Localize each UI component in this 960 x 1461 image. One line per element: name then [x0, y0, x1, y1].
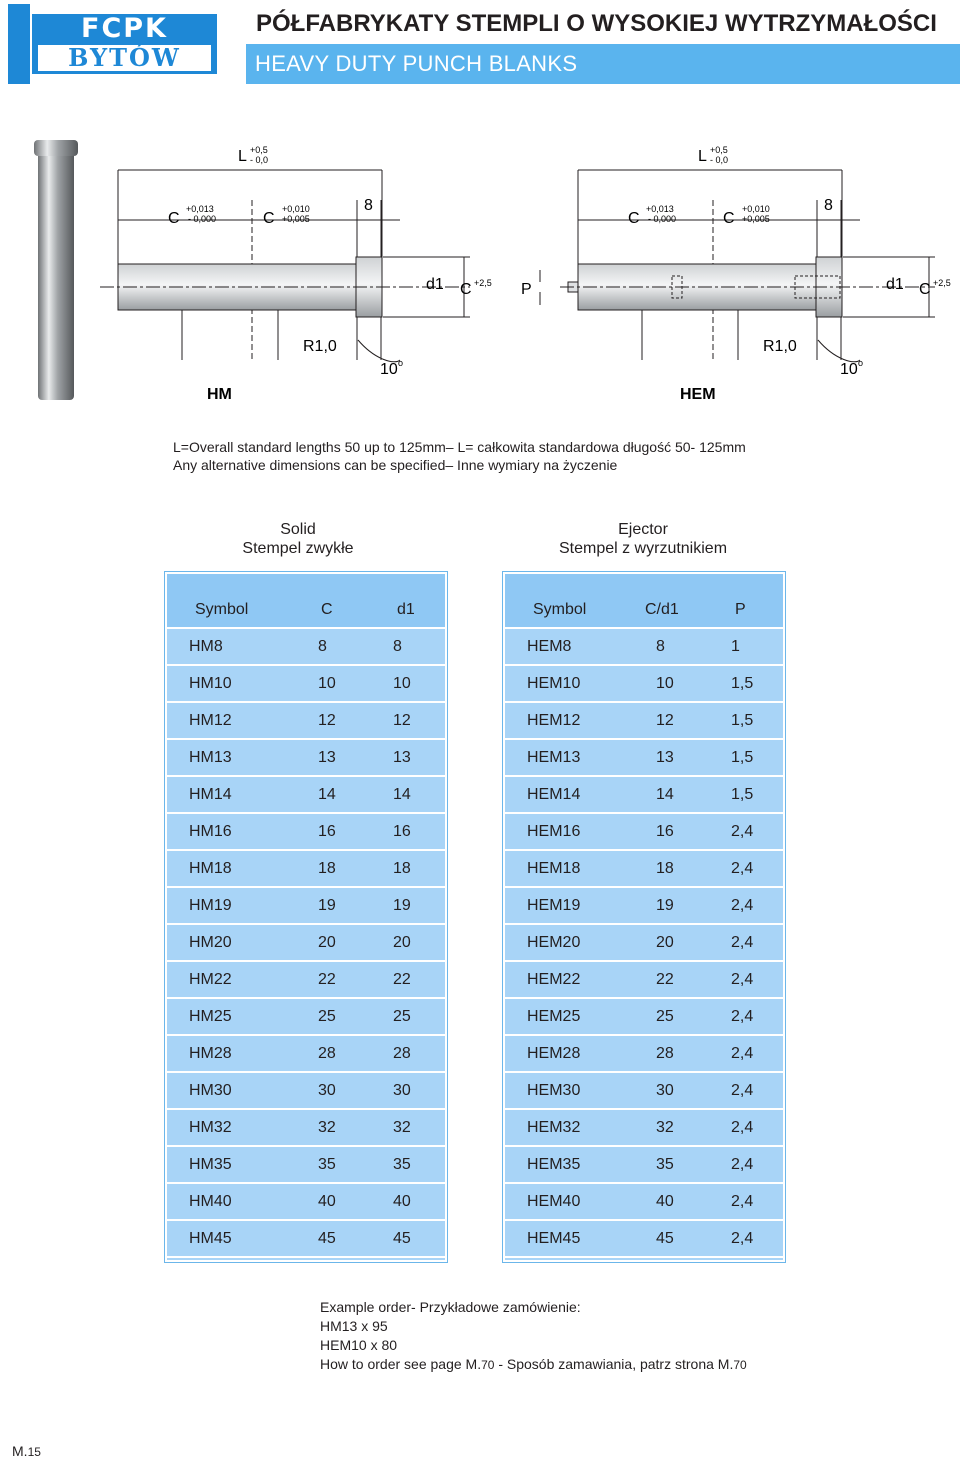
page-title-pl: PÓŁFABRYKATY STEMPLI O WYSOKIEJ WYTRZYMAŁOŚCI	[246, 4, 960, 44]
example-order-2: HEM10 x 80	[320, 1337, 398, 1353]
solid-table-cell: 13	[318, 749, 336, 766]
hm-length-tol-dn: - 0,0	[250, 155, 269, 165]
hem-radius-label: R1,0	[763, 338, 797, 355]
solid-table-cell: 10	[393, 675, 411, 692]
hem-angle-label: 10	[840, 361, 858, 378]
solid-table-cell: 35	[393, 1156, 411, 1173]
hm-radius-label: R1,0	[303, 338, 337, 355]
ejector-table-cell: 1,5	[731, 786, 754, 803]
ejector-table-cell: HEM30	[527, 1082, 581, 1099]
hem-length-tol-dn: - 0,0	[710, 155, 729, 165]
hm-head-label: 8	[364, 197, 373, 214]
solid-column-header: d1	[397, 601, 415, 618]
solid-table-cell: 16	[318, 823, 336, 840]
solid-table-row	[167, 740, 445, 777]
ejector-table-row	[505, 1110, 783, 1147]
solid-table-cell: HM30	[189, 1082, 232, 1099]
ejector-table-cell: HEM19	[527, 897, 581, 914]
ejector-table-cell: HEM16	[527, 823, 581, 840]
solid-table-cell: 13	[393, 749, 411, 766]
ejector-table-row	[505, 814, 783, 851]
ejector-table-cell: 2,4	[731, 1230, 754, 1247]
solid-column-header: Symbol	[195, 601, 249, 618]
ejector-table-cell: 32	[656, 1119, 674, 1136]
ejector-table-cell: 19	[656, 897, 674, 914]
ejector-table-cell: 14	[656, 786, 674, 803]
hem-angle-deg: o	[858, 358, 864, 368]
ejector-table-header	[505, 574, 783, 629]
how-to-order-page-b: 70	[733, 1358, 747, 1372]
ejector-table-cell: 1	[731, 638, 740, 655]
solid-table-cell: 12	[393, 712, 411, 729]
solid-table-cell: 30	[318, 1082, 336, 1099]
solid-table-cell: 18	[318, 860, 336, 877]
solid-table-row	[167, 999, 445, 1036]
ejector-table-row	[505, 703, 783, 740]
ejector-column-header: C/d1	[645, 601, 679, 618]
hm-c1-tol-dn: - 0,000	[188, 214, 217, 224]
ejector-table-cell: 1,5	[731, 712, 754, 729]
hem-drawing	[540, 170, 935, 362]
solid-column-header: C	[321, 601, 333, 618]
ejector-table-cell: 2,4	[731, 1119, 754, 1136]
ejector-table-row	[505, 1221, 783, 1258]
ejector-table-cell: 28	[656, 1045, 674, 1062]
ejector-table-row	[505, 925, 783, 962]
ejector-table-row	[505, 851, 783, 888]
solid-table-cell: 32	[318, 1119, 336, 1136]
ejector-table-cell: 16	[656, 823, 674, 840]
hem-c3-label: C	[919, 281, 931, 298]
solid-table-cell: 10	[318, 675, 336, 692]
hm-d1-label: d1	[426, 276, 444, 293]
solid-table-row	[167, 1036, 445, 1073]
note-line-2: Any alternative dimensions can be specified– Inne wymiary na życzenie	[173, 457, 618, 473]
hem-c3-tol: +2,5	[933, 278, 951, 288]
solid-table-cell: HM20	[189, 934, 232, 951]
logo-text-top: FCPK	[81, 13, 168, 44]
how-to-order-text-a: How to order see page M.	[320, 1356, 482, 1372]
solid-table-row	[167, 666, 445, 703]
hem-p-label: P	[521, 281, 532, 298]
solid-table-cell: 8	[318, 638, 327, 655]
ejector-table-cell: 2,4	[731, 1045, 754, 1062]
hem-c1-tol-up: +0,013	[646, 204, 674, 214]
example-how-to-order	[320, 1355, 747, 1375]
hem-head-label: 8	[824, 197, 833, 214]
solid-table-cell: HM45	[189, 1230, 232, 1247]
solid-table-cell: HM8	[189, 638, 223, 655]
solid-table-cell: 45	[318, 1230, 336, 1247]
solid-table-cell: 35	[318, 1156, 336, 1173]
hm-type-label: HM	[207, 386, 232, 403]
solid-table-row	[167, 1221, 445, 1258]
ejector-table-row	[505, 740, 783, 777]
solid-caption-en: Solid	[280, 521, 316, 538]
solid-caption	[198, 520, 398, 558]
ejector-table-cell: 40	[656, 1193, 674, 1210]
example-block	[320, 1298, 747, 1375]
ejector-table-cell: 2,4	[731, 1008, 754, 1025]
ejector-table-cell: 18	[656, 860, 674, 877]
solid-table-cell: 19	[393, 897, 411, 914]
solid-table-cell: 25	[393, 1008, 411, 1025]
solid-table	[165, 572, 447, 1262]
solid-table-cell: HM16	[189, 823, 232, 840]
hem-d1-label: d1	[886, 276, 904, 293]
page-number	[12, 1443, 41, 1459]
technical-drawing	[0, 130, 960, 420]
ejector-table-cell: 2,4	[731, 934, 754, 951]
ejector-table-cell: 1,5	[731, 675, 754, 692]
ejector-table-cell: 30	[656, 1082, 674, 1099]
solid-table-row	[167, 629, 445, 666]
ejector-table-cell: HEM10	[527, 675, 581, 692]
ejector-table-cell: 35	[656, 1156, 674, 1173]
ejector-table-cell: HEM12	[527, 712, 581, 729]
solid-table-cell: HM14	[189, 786, 232, 803]
ejector-table-cell: HEM8	[527, 638, 572, 655]
ejector-table-cell: 10	[656, 675, 674, 692]
solid-table-cell: HM22	[189, 971, 232, 988]
ejector-table-row	[505, 1184, 783, 1221]
ejector-table-cell: HEM14	[527, 786, 581, 803]
solid-table-cell: 20	[393, 934, 411, 951]
ejector-table-row	[505, 962, 783, 999]
solid-table-cell: HM12	[189, 712, 232, 729]
hm-c3-tol: +2,5	[474, 278, 492, 288]
solid-table-cell: HM10	[189, 675, 232, 692]
solid-table-cell: 12	[318, 712, 336, 729]
ejector-table-cell: 22	[656, 971, 674, 988]
ejector-table-row	[505, 777, 783, 814]
ejector-table-row	[505, 888, 783, 925]
ejector-table-cell: HEM25	[527, 1008, 581, 1025]
hem-c2-tol-dn: +0,005	[742, 214, 770, 224]
ejector-table-cell: 25	[656, 1008, 674, 1025]
solid-table-cell: 22	[393, 971, 411, 988]
solid-table-row	[167, 1147, 445, 1184]
hem-c1-label: C	[628, 210, 640, 227]
how-to-order-text-b: - Sposób zamawiania, patrz strona M.	[494, 1356, 734, 1372]
hm-c2-tol-dn: +0,005	[282, 214, 310, 224]
ejector-caption-en: Ejector	[618, 521, 668, 538]
solid-table-cell: 40	[318, 1193, 336, 1210]
solid-table-cell: HM32	[189, 1119, 232, 1136]
solid-table-cell: HM25	[189, 1008, 232, 1025]
company-logo	[32, 14, 217, 74]
ejector-column-header: P	[735, 601, 746, 618]
solid-table-cell: 22	[318, 971, 336, 988]
ejector-table-row	[505, 629, 783, 666]
solid-table-cell: 8	[393, 638, 402, 655]
logo-text-bottom: BYTÓW	[68, 43, 181, 72]
solid-table-header	[167, 574, 445, 629]
ejector-table-cell: HEM18	[527, 860, 581, 877]
example-order-1: HM13 x 95	[320, 1318, 388, 1334]
hem-c2-label: C	[723, 210, 735, 227]
solid-caption-pl: Stempel zwykłe	[242, 540, 354, 557]
logo-text-bottom-box	[38, 45, 211, 71]
solid-table-cell: 16	[393, 823, 411, 840]
hem-length-label: L	[698, 148, 707, 165]
solid-table-cell: 28	[318, 1045, 336, 1062]
hm-drawing	[100, 170, 470, 362]
ejector-table-row	[505, 999, 783, 1036]
hm-c3-label: C	[460, 281, 472, 298]
solid-table-cell: HM35	[189, 1156, 232, 1173]
ejector-table-cell: 13	[656, 749, 674, 766]
hm-c2-tol-up: +0,010	[282, 204, 310, 214]
hm-c1-tol-up: +0,013	[186, 204, 214, 214]
ejector-table-cell: HEM13	[527, 749, 581, 766]
header-stripe	[8, 4, 30, 84]
solid-table-cell: 20	[318, 934, 336, 951]
solid-table-row	[167, 1184, 445, 1221]
solid-table-cell: HM40	[189, 1193, 232, 1210]
solid-table-row	[167, 925, 445, 962]
page-prefix: M.	[12, 1443, 28, 1459]
punch-photo	[34, 140, 78, 400]
hm-c2-label: C	[263, 210, 275, 227]
hm-length-tol-up: +0,5	[250, 145, 268, 155]
solid-table-cell: 14	[393, 786, 411, 803]
solid-table-cell: 18	[393, 860, 411, 877]
ejector-table-cell: HEM20	[527, 934, 581, 951]
ejector-table-cell: 2,4	[731, 1082, 754, 1099]
ejector-table-cell: HEM35	[527, 1156, 581, 1173]
solid-table-row	[167, 814, 445, 851]
ejector-table-cell: 2,4	[731, 1193, 754, 1210]
how-to-order-page-a: 70	[481, 1358, 495, 1372]
ejector-table-cell: HEM28	[527, 1045, 581, 1062]
hm-c1-label: C	[168, 210, 180, 227]
ejector-table-cell: 45	[656, 1230, 674, 1247]
ejector-table-cell: 2,4	[731, 1156, 754, 1173]
solid-table-row	[167, 962, 445, 999]
solid-table-row	[167, 1110, 445, 1147]
hem-c1-tol-dn: - 0,000	[648, 214, 677, 224]
solid-table-row	[167, 1073, 445, 1110]
ejector-table-cell: 8	[656, 638, 665, 655]
hem-type-label: HEM	[680, 386, 716, 403]
example-title: Example order- Przykładowe zamówienie:	[320, 1299, 581, 1315]
hm-angle-deg: o	[398, 358, 404, 368]
ejector-table-row	[505, 1147, 783, 1184]
ejector-table-cell: HEM32	[527, 1119, 581, 1136]
ejector-table-cell: 20	[656, 934, 674, 951]
solid-table-cell: 14	[318, 786, 336, 803]
ejector-caption-pl: Stempel z wyrzutnikiem	[558, 540, 728, 557]
page-title-en: HEAVY DUTY PUNCH BLANKS	[246, 44, 960, 84]
solid-table-row	[167, 703, 445, 740]
ejector-table-row	[505, 666, 783, 703]
solid-table-cell: 40	[393, 1193, 411, 1210]
ejector-table	[503, 572, 785, 1262]
note-line-1: L=Overall standard lengths 50 up to 125mm– L= całkowita standardowa długość 50- 125mm	[173, 439, 746, 455]
ejector-table-cell: HEM40	[527, 1193, 581, 1210]
ejector-table-cell: 2,4	[731, 823, 754, 840]
solid-table-cell: HM28	[189, 1045, 232, 1062]
hm-length-label: L	[238, 148, 247, 165]
solid-table-cell: HM18	[189, 860, 232, 877]
solid-table-row	[167, 777, 445, 814]
ejector-table-cell: 2,4	[731, 971, 754, 988]
solid-table-cell: 30	[393, 1082, 411, 1099]
hem-c2-tol-up: +0,010	[742, 204, 770, 214]
solid-table-row	[167, 851, 445, 888]
ejector-table-cell: 12	[656, 712, 674, 729]
solid-table-cell: 25	[318, 1008, 336, 1025]
ejector-table-cell: 2,4	[731, 860, 754, 877]
ejector-caption	[523, 520, 763, 558]
hem-length-tol-up: +0,5	[710, 145, 728, 155]
ejector-column-header: Symbol	[533, 601, 587, 618]
ejector-table-cell: HEM22	[527, 971, 581, 988]
solid-table-cell: 32	[393, 1119, 411, 1136]
solid-table-cell: HM19	[189, 897, 232, 914]
page-num: 15	[27, 1445, 41, 1459]
ejector-table-cell: 1,5	[731, 749, 754, 766]
ejector-table-row	[505, 1036, 783, 1073]
ejector-table-cell: 2,4	[731, 897, 754, 914]
solid-table-cell: 28	[393, 1045, 411, 1062]
page-title-box	[246, 4, 960, 84]
ejector-table-cell: HEM45	[527, 1230, 581, 1247]
solid-table-row	[167, 888, 445, 925]
solid-table-cell: HM13	[189, 749, 232, 766]
solid-table-cell: 19	[318, 897, 336, 914]
ejector-table-row	[505, 1073, 783, 1110]
hm-angle-label: 10	[380, 361, 398, 378]
solid-table-cell: 45	[393, 1230, 411, 1247]
